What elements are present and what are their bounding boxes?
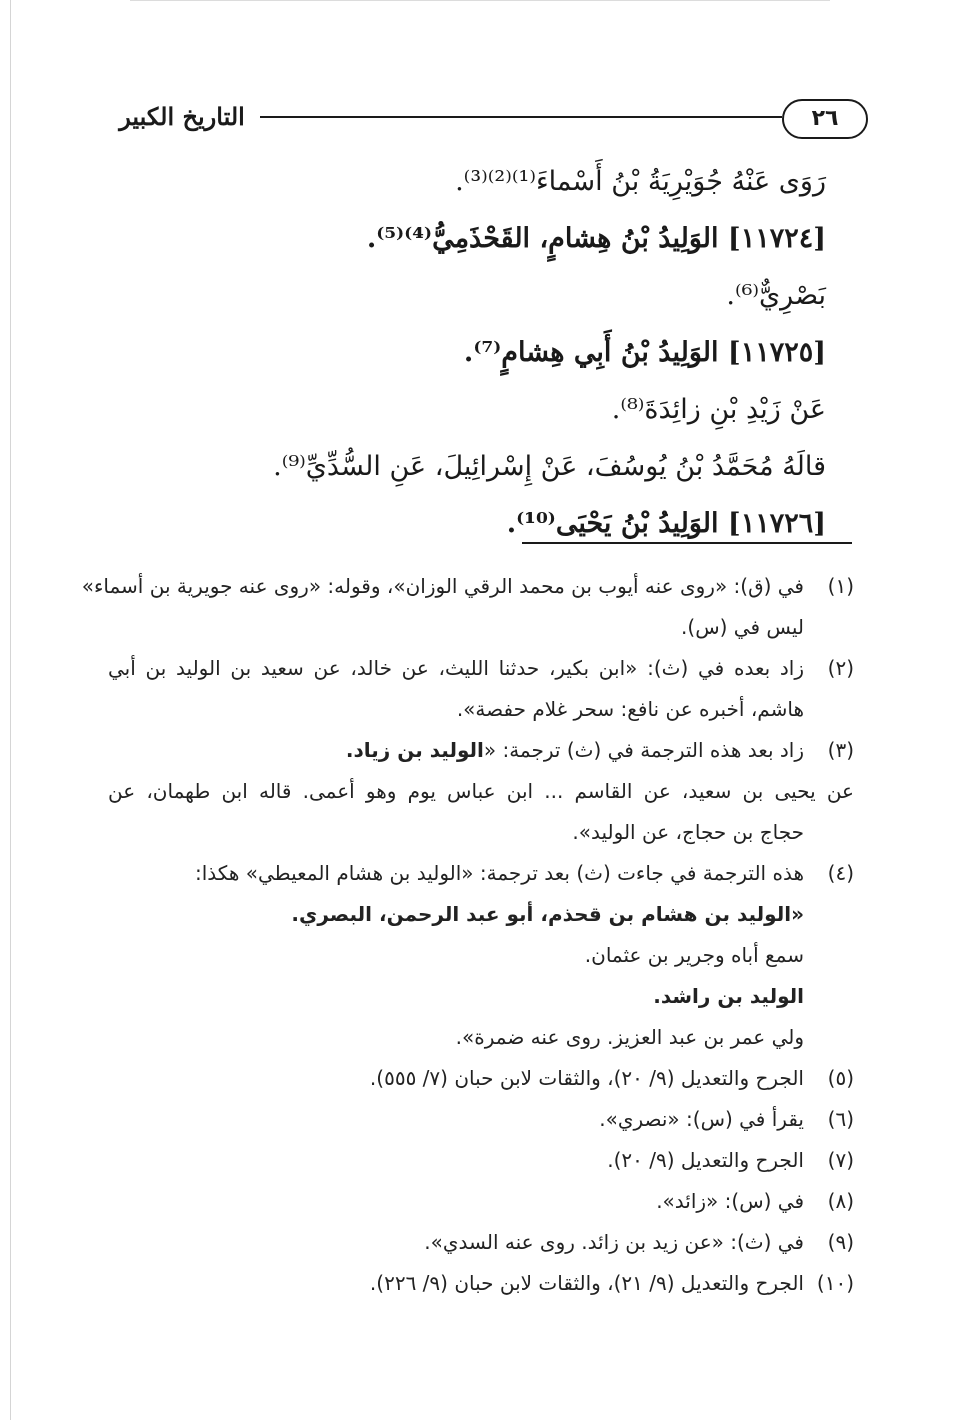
book-title: التاريخ الكبير [119,102,245,131]
footnote-text: «الوليد بن هشام بن قحذم، أبو عبد الرحمن، البصري. [291,902,804,926]
footnote-text [108,730,804,771]
footnote-2 [108,648,854,730]
footnote-text: الجرح والتعديل (٩/ ٢٠)، والثقات لابن حبان (٧/ ٥٥٥). [369,1066,804,1090]
entry-line: عَنْ زَيْدِ بْنِ زائِدَةَ⁽⁸⁾. [611,394,826,425]
footnote-text: في (ق): «روى عنه أيوب بن محمد الرقي الوزان»، وقوله: «روى عنه جويرية بن أسماء» [81,574,804,598]
footnote-text: الجرح والتعديل (٩/ ٢٠). [607,1148,804,1172]
footnote-10 [108,1263,854,1304]
footnote-separator [522,542,852,544]
entry-line: قالَهُ مُحَمَّدُ بْنُ يُوسُفَ، عَنْ إِسْرائِيلَ، عَنِ السُّدِّيِّ⁽⁹⁾. [273,451,826,482]
footnote-6 [108,1099,854,1140]
footnote-1 [81,566,854,648]
footnote-text: يقرأ في (س): «نصري». [599,1107,804,1131]
entry-heading-11724: [١١٧٢٤] الوَلِيدُ بْنُ هِشامٍ، القَحْذَمِيُّ⁽⁴⁾⁽⁵⁾. [366,223,826,254]
footnote-number: (٦) [827,1107,854,1131]
footnote-text: زاد بعده في (ث): «ابن بكير، حدثنا الليث، عن خالد، عن سعيد بن الوليد بن أبي [108,656,804,680]
page-header [108,95,868,143]
footnote-text: في (ث): «عن زيد بن زائد. روى عنه السدي». [424,1230,804,1254]
footnote-9 [108,1222,854,1263]
page-number: ٢٦ [782,99,868,139]
footnote-text: الجرح والتعديل (٩/ ٢١)، والثقات لابن حبان (٩/ ٢٢٦). [369,1271,804,1295]
footnote-5 [108,1058,854,1099]
footnote-number: (١٠) [816,1271,854,1295]
footnote-text: ولي عمر بن عبد العزيز. روى عنه ضمرة». [455,1025,804,1049]
footnotes [81,566,854,1304]
footnote-7 [108,1140,854,1181]
footnote-number: (٢) [827,656,854,680]
main-entries [146,153,826,552]
footnote-number: (٨) [827,1189,854,1213]
entry-line: بَصْرِيٌّ⁽⁶⁾. [726,280,826,311]
footnote-number: (١) [827,574,854,598]
footnote-4 [108,853,854,1058]
footnote-text: الوليد بن راشد. [653,984,804,1008]
footnote-number: (٤) [827,861,854,885]
footnote-text: هذه الترجمة في جاءت (ث) بعد ترجمة: «الوليد بن هشام المعيطي» هكذا: [195,861,804,885]
scan-edge [10,0,11,1420]
entry-heading-11725: [١١٧٢٥] الوَلِيدُ بْنُ أَبِي هِشامٍ⁽⁷⁾. [463,337,826,368]
footnote-bold-name: الوليد بن زياد. [345,738,484,762]
entry-line: رَوَى عَنْهُ جُوَيْرِيَةُ بْنُ أَسْماءَ⁽¹⁾⁽²⁾⁽³⁾. [455,166,826,197]
footnote-number: (٩) [827,1230,854,1254]
footnote-number: (٧) [827,1148,854,1172]
entry-heading-11726: [١١٧٢٦] الوَلِيدُ بْنُ يَحْيَى⁽¹⁰⁾. [506,508,826,539]
footnote-text: عن يحيى بن سعيد، عن القاسم ... ابن عباس يوم وهو أعمى. قاله ابن طهمان، عن [108,779,854,803]
footnote-text: ليس في (س). [681,615,804,639]
footnote-8 [108,1181,854,1222]
footnote-text: حجاج بن حجاج، عن الوليد». [572,820,804,844]
scan-edge-top [130,0,830,1]
footnote-number: (٥) [827,1066,854,1090]
footnote-text: هاشم، أخبره عن نافع: سحر غلام حفصة». [456,697,804,721]
footnote-text-part: زاد بعد هذه الترجمة في (ث) ترجمة: « [483,738,804,762]
footnote-text: في (س): «زائد». [656,1189,804,1213]
footnote-number: (٣) [827,738,854,762]
header-rule [260,116,782,118]
footnote-text: سمع أباه وجرير بن عثمان. [584,943,804,967]
footnote-3 [108,730,854,771]
